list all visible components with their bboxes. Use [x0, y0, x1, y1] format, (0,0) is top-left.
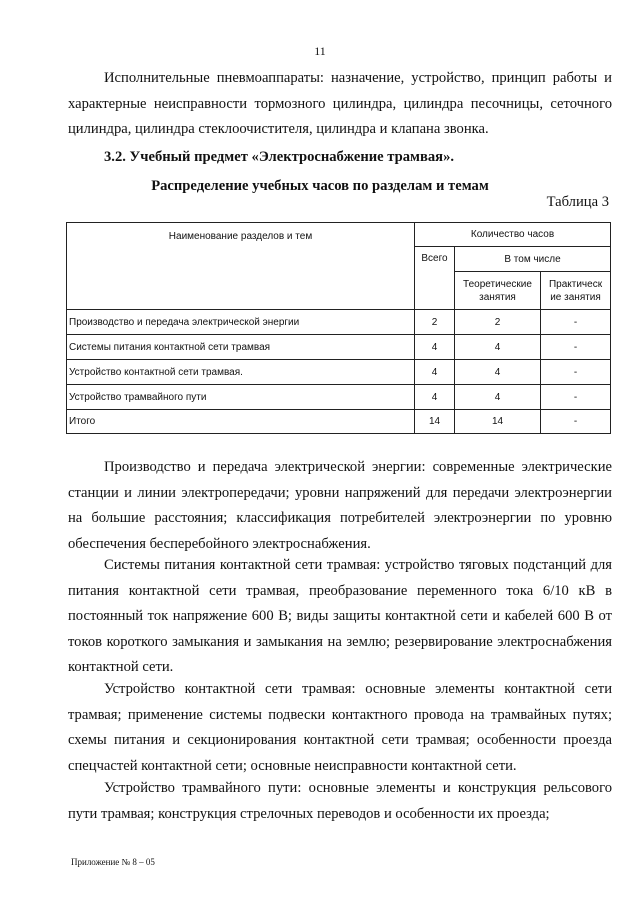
section-heading: 3.2. Учебный предмет «Электроснабжение трамвая».	[104, 149, 455, 165]
row-practice: -	[541, 360, 611, 385]
table-caption: Распределение учебных часов по разделам и темам	[151, 178, 489, 194]
table-row	[67, 385, 611, 410]
row-theory: 4	[455, 385, 541, 410]
row-practice: -	[541, 410, 611, 434]
row-theory: 4	[455, 335, 541, 360]
row-total: 4	[415, 335, 455, 360]
paragraph-contact-network: Устройство контактной сети трамвая: основные элементы контактной сети трамвая; применение системы подвески контактного провода на трамвайных путях; схемы питания и секционирования контактной сети трамвая; особенности проезда спецчастей контактной сети; основные неисправности контактной сети.	[68, 681, 612, 774]
intro-paragraph: Исполнительные пневмоаппараты: назначение, устройство, принцип работы и характерные неисправности тормозного цилиндра, цилиндра песочницы, сеточного цилиндра, цилиндра стеклоочистителя, цилиндра и клапана звонка.	[68, 70, 612, 137]
page-number: 11	[314, 44, 326, 58]
hours-table	[66, 222, 611, 434]
header-including: В том числе	[455, 247, 611, 272]
row-practice: -	[541, 310, 611, 335]
header-name: Наименование разделов и тем	[67, 223, 415, 310]
table-row	[67, 335, 611, 360]
paragraph-power-supply: Системы питания контактной сети трамвая: устройство тяговых подстанций для питания контактной сети трамвая, преобразование переменного тока 6/10 кВ в постоянный ток напряжение 600 В; виды защиты контактной сети и кабелей 600 В от токов короткого замыкания и замыкания на землю; резервирование электроснабжения контактной сети.	[68, 557, 612, 675]
row-name: Устройство трамвайного пути	[67, 385, 415, 410]
table-row	[67, 360, 611, 385]
table-row	[67, 310, 611, 335]
header-practice: Практическ ие занятия	[541, 272, 611, 310]
row-total: 4	[415, 385, 455, 410]
row-total: 14	[415, 410, 455, 434]
row-theory: 4	[455, 360, 541, 385]
row-total: 4	[415, 360, 455, 385]
row-name: Производство и передача электрической энергии	[67, 310, 415, 335]
footer-note: Приложение № 8 – 05	[71, 857, 155, 867]
row-practice: -	[541, 385, 611, 410]
header-total: Всего	[415, 247, 455, 310]
row-name: Системы питания контактной сети трамвая	[67, 335, 415, 360]
table-row-total	[67, 410, 611, 434]
header-hours: Количество часов	[415, 223, 611, 247]
table-label: Таблица 3	[546, 194, 609, 210]
row-name: Итого	[67, 410, 415, 434]
header-theory: Теоретические занятия	[455, 272, 541, 310]
row-practice: -	[541, 335, 611, 360]
row-name: Устройство контактной сети трамвая.	[67, 360, 415, 385]
paragraph-track: Устройство трамвайного пути: основные элементы и конструкция рельсового пути трамвая; конструкция стрелочных переводов и особенности их проезда;	[68, 780, 612, 822]
row-theory: 14	[455, 410, 541, 434]
paragraph-power-production: Производство и передача электрической энергии: современные электрические станции и линии электропередачи; уровни напряжений для передачи электроэнергии на большие расстояния; классификация потребителей электроэнергии по уровню обеспечения бесперебойного электроснабжения.	[68, 459, 612, 552]
row-theory: 2	[455, 310, 541, 335]
row-total: 2	[415, 310, 455, 335]
